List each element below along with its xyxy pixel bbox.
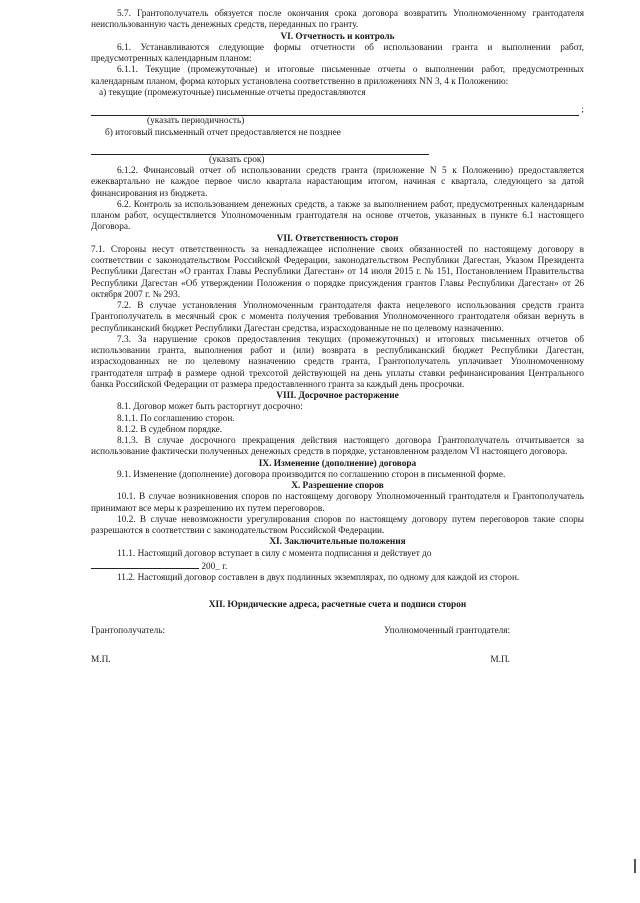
clause-8-1: 8.1. Договор может быть расторгнут досрочно: [117,402,303,413]
clause-6-1-1: 6.1.1. Текущие (промежуточные) и итоговые письменные отчеты о выполнении работ, предусмотренных календарным планом, форма которых установлена соответственно в приложениях NN 3, 4 к Положению: [91,65,584,87]
section-7-heading: VII. Ответственность сторон [276,233,399,244]
fill-line [91,106,579,116]
clause-5-7: 5.7. Грантополучатель обязуется после окончания срока договора возвратить Уполномоченному грантодателя неиспользованную часть денежных средств, переданных по гранту. [91,9,584,31]
seal-right: М.П. [490,654,510,665]
clause-6-1-1-a: а) текущие (промежуточные) письменные отчеты предоставляются [99,87,366,98]
grantor-label: Уполномоченный грантодателя: [384,625,511,636]
clause-8-1-1: 8.1.1. По соглашению сторон. [117,413,235,424]
clause-7-3: 7.3. За нарушение сроков предоставления текущих (промежуточных) и итоговых письменных отчетов об использовании гранта, выполнения работ и (или) возврата в республиканский бюджет Республики Дагестан, израсходованных не по целевому назначению средств гранта, Грантополучатель уплачивает Уполномоченному грантодателя штраф в размере одной трехсотой действующей на день уплаты ставки рефинансирования Центрального банка Российской Федерации от размера предоставленного гранта за каждый день просрочки. [91,334,584,390]
clause-11-1-year: 200_ г. [201,561,228,572]
scan-mark [634,859,636,873]
document-page [91,9,584,666]
section-10-heading: X. Разрешение споров [291,481,384,491]
date-blank [91,560,199,569]
clause-10-2: 10.2. В случае невозможности урегулирования споров по настоящему договору путем переговоров такие споры разрешаются в соответствии с законодательством Российской Федерации. [91,514,584,536]
section-6-heading: VI. Отчетность и контроль [280,31,395,42]
clause-10-1: 10.1. В случае возникновения споров по настоящему договору Уполномоченный грантодателя и Грантополучатель принимают все меры к разрешению их путем переговоров. [91,492,584,514]
clause-9-1: 9.1. Изменение (дополнение) договора производится по соглашению сторон в письменной форме. [117,469,506,480]
clause-11-2: 11.2. Настоящий договор составлен в двух подлинных экземплярах, по одному для каждой из сторон. [117,573,520,583]
grantee-label: Грантополучатель: [91,625,166,636]
section-11-heading: XI. Заключительные положения [269,537,406,548]
section-12-heading: XII. Юридические адреса, расчетные счета и подписи сторон [208,600,467,611]
note-period: (указать периодичность) [147,116,245,127]
clause-6-1-2: 6.1.2. Финансовый отчет об использовании средств гранта (приложение N 5 к Положению) предоставляется ежеквартально не каждое первое число квартала нарастающим итогом, начиная с квартала, следующего за датой финансирования из бюджета. [91,166,584,199]
clause-6-2: 6.2. Контроль за использованием денежных средств, а также за выполнением работ, предусмотренных календарным планом работ, осуществляется Уполномоченным грантодателя на основе отчетов, указанных в пункте 6.1 настоящего Договора. [91,199,584,233]
clause-8-1-2: 8.1.2. В судебном порядке. [117,424,223,435]
clause-6-1: 6.1. Устанавливаются следующие формы отчетности об использовании гранта и выполнении работ, предусмотренных календарным планом: [91,42,584,64]
clause-7-1: 7.1. Стороны несут ответственность за ненадлежащее исполнение своих обязанностей по настоящему договору в соответствии с законодательством Российской Федерации, законодательством Республики Дагестан, Указом Президента Республики Дагестан «О грантах Главы Республики Дагестан» от 14 июля 2015 г. № 151, Постановлением Правительства Республики Дагестан «Об утверждении Положения о порядке присуждения грантов Главы Республики Дагестан» от 26 октября 2007 г. № 293. [91,244,584,300]
section-8-heading: VIII. Досрочное расторжение [276,391,399,401]
seal-row [91,655,584,666]
note-term: (указать срок) [209,154,265,165]
seal-left: М.П. [91,654,111,665]
clause-11-1 [91,549,584,574]
clause-6-1-1-b: б) итоговый письменный отчет предоставляется не позднее [105,127,341,138]
blank-line-period: ; [91,105,584,116]
clause-11-1-text: 11.1. Настоящий договор вступает в силу с момента подписания и действует до [117,548,432,559]
clause-8-1-3: 8.1.3. В случае досрочного прекращения действия настоящего договора Грантополучатель отчитывается за использование фактически полученных денежных средств в порядке, установленном разделом VI настоящего договора. [91,436,584,458]
fill-line [91,145,429,155]
section-9-heading: IX. Изменение (дополнение) договора [258,458,417,469]
clause-7-2: 7.2. В случае установления Уполномоченным грантодателя факта нецелевого использования средств гранта Грантополучатель в месячный срок с момента получения требования Уполномоченного грантодателя обязан вернуть в республиканский бюджет Республики Дагестан средства, израсходованные не по целевому назначению. [91,301,584,334]
signatories-row [91,626,584,637]
blank-line-term [91,145,431,155]
